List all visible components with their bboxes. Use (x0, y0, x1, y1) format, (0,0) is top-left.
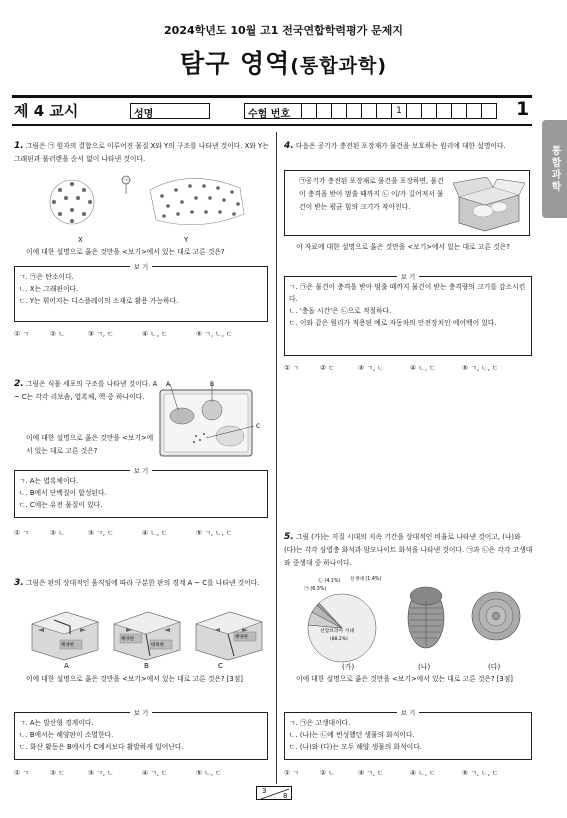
page-total: 8 (283, 792, 288, 800)
q3-options-box (14, 709, 268, 760)
q2-option: ㄷ. C에는 유전 물질이 있다. (19, 501, 103, 509)
q2-option: ㄴ. B에서 단백질이 합성된다. (19, 489, 107, 497)
header-rule-top (12, 95, 532, 98)
q4-number: 4. (284, 141, 294, 151)
fullerene-molecule (50, 180, 94, 224)
q1-number: 1. (14, 141, 24, 151)
q5-choice[interactable]: ① ㄱ (284, 769, 299, 777)
q1-choice[interactable]: ③ ㄱ, ㄷ (88, 330, 114, 338)
q2-box-title: 보 기 (130, 467, 153, 475)
page-current: 3 (262, 787, 267, 795)
q1-stem (14, 140, 270, 166)
q2-prompt: 이에 대한 설명으로 옳은 것만을 <보기>에서 있는 대로 고른 것은? (26, 434, 154, 455)
q3-text: 그림은 판의 상대적인 움직임에 따라 구분한 판의 경계 A ~ C를 나타낸 것이다. (25, 579, 260, 587)
q2-choices (14, 527, 270, 537)
q2-text: 그림은 식물 세포의 구조를 나타낸 것이다. A ~ C는 각각 리보솜, 엽록체, 핵 중 하나이다. (14, 380, 158, 401)
ammonite-fossil (472, 592, 520, 640)
boundary-a-block (32, 612, 98, 660)
q4-box-title: 보 기 (397, 273, 420, 281)
pie-label-cenozoic: 신생대 (1.4%) (350, 577, 382, 582)
q3-choice[interactable]: ③ ㄱ, ㄴ (88, 769, 114, 777)
q3-block-label: 해양판 (121, 637, 135, 642)
q3-choices (14, 767, 270, 777)
name-label: 성명 (134, 109, 154, 120)
subject-side-tab: 통합과학 (542, 120, 567, 218)
q3-option: ㄴ. B에서는 해양판이 소멸한다. (19, 731, 114, 739)
q3-choice[interactable]: ② ㄷ (50, 769, 65, 777)
exam-number-digit: 1 (392, 103, 407, 119)
q5-stem (284, 531, 534, 570)
q2-choice[interactable]: ② ㄴ (50, 529, 65, 537)
q1-label-y: Y (184, 236, 189, 244)
q5-option: ㄱ. ㉠은 고생대이다. (289, 719, 351, 727)
q5-choice[interactable]: ④ ㄴ, ㄷ (410, 769, 436, 777)
q5-choices (284, 767, 532, 777)
q2-option: ㄱ. A는 엽록체이다. (19, 477, 79, 485)
q3-choice[interactable]: ① ㄱ (14, 769, 29, 777)
q2-choice[interactable]: ① ㄱ (14, 529, 29, 537)
q3-label-c: C (218, 662, 223, 670)
boundary-b-block (114, 612, 180, 660)
q2-choice[interactable]: ③ ㄱ, ㄷ (88, 529, 114, 537)
q3-label-b: B (144, 662, 149, 670)
name-field[interactable] (130, 103, 210, 119)
page-number: 1 (516, 98, 530, 120)
q3-plate-boundary-figure (30, 606, 266, 662)
q1-options-box (14, 263, 268, 322)
period-label: 제 4 교시 (14, 102, 79, 120)
q3-block-label: 해양판 (61, 643, 75, 648)
q5-choice[interactable]: ② ㄴ (320, 769, 335, 777)
subject-main: 탐구 영역 (179, 49, 291, 78)
q1-option: ㄴ. X는 그래핀이다. (19, 285, 79, 293)
exam-number-cell[interactable] (362, 103, 377, 119)
q2-label-c: C (256, 423, 261, 430)
q5-option: ㄷ. (나)와 (다)는 모두 해양 생물의 화석이다. (289, 743, 422, 751)
exam-number-cell[interactable] (347, 103, 362, 119)
q1-label-x: X (78, 236, 83, 244)
page-indicator (256, 786, 292, 800)
q5-choice[interactable]: ③ ㄱ, ㄷ (358, 769, 384, 777)
q2-stem (14, 378, 162, 404)
q4-option: ㄴ. '충돌 시간'은 ㉡으로 적절하다. (289, 307, 392, 315)
q4-option: ㄱ. ㉠은 물건이 충격을 받아 멈출 때까지 물건이 받는 충격량의 크기를 감소시킨다. (289, 283, 526, 303)
q4-stem (284, 140, 534, 153)
q3-option: ㄱ. A는 발산형 경계이다. (19, 719, 94, 727)
q5-options-box (284, 709, 532, 760)
q2-choice[interactable]: ④ ㄴ, ㄷ (142, 529, 168, 537)
q5-label-da: (다) (488, 663, 501, 671)
q3-stem (14, 577, 270, 590)
exam-number-cell[interactable] (317, 103, 332, 119)
q1-option: ㄷ. Y는 휘어지는 디스플레이의 소재로 활용 가능하다. (19, 297, 179, 305)
q1-structure-figure (30, 170, 260, 238)
q4-text: 다음은 공기가 충전된 포장재가 물건을 보호하는 원리에 대한 설명이다. (295, 142, 506, 150)
pie-label-b: ㉡ (4.1%) (318, 579, 341, 584)
q5-text: 그림 (가)는 지질 시대의 지속 기간을 상대적인 비율로 나타낸 것이고, (나)와 (다)는 각각 삼엽충 화석과 암모나이트 화석을 나타낸 것이다. ㉠과 ㉡은 각각 고생대와 중생대 중 하나이다. (284, 533, 533, 567)
q4-inner-text: ㉠공기가 충전된 포장재로 물건을 포장하면, 물건이 충격을 받아 멈출 때까지 ㉡ 이/가 길어져서 물건이 받는 평균 힘의 크기가 작아진다. (299, 177, 444, 211)
exam-number-cell[interactable] (437, 103, 452, 119)
q4-choice[interactable]: ③ ㄱ, ㄴ (358, 364, 384, 372)
exam-number-cell[interactable] (452, 103, 467, 119)
q1-marker: ㉠ (123, 178, 129, 184)
exam-title: 2024학년도 10월 고1 전국연합학력평가 문제지 (164, 24, 403, 37)
q3-box-title: 보 기 (130, 709, 153, 717)
q5-choice[interactable]: ⑤ ㄱ, ㄴ, ㄷ (462, 769, 499, 777)
q2-options-box (14, 467, 268, 518)
q1-text: 그림은 ㉠ 원자의 결합으로 이루어진 물질 X와 Y의 구조를 나타낸 것이다. X와 Y는 그래핀과 풀러렌을 순서 없이 나타낸 것이다. (14, 142, 269, 163)
q5-figure (296, 574, 536, 670)
q5-label-ga: (가) (342, 663, 355, 671)
exam-number-cell[interactable] (302, 103, 317, 119)
q3-choice[interactable]: ④ ㄱ, ㄷ (142, 769, 168, 777)
q3-block-label-2: 대륙판 (151, 643, 165, 648)
q4-choices (284, 362, 532, 372)
header-rule-bottom (12, 124, 532, 126)
nucleus-shape (202, 400, 222, 420)
q4-package-figure (453, 177, 525, 233)
q3-choice[interactable]: ⑤ ㄴ, ㄷ (196, 769, 222, 777)
q4-options-box (284, 273, 532, 356)
q4-option: ㄷ. 이와 같은 원리가 적용된 예로 자동차의 안전장치인 에어백이 있다. (289, 319, 497, 327)
q1-box-title: 보 기 (130, 263, 153, 271)
subject-title (0, 44, 567, 80)
q5-label-na: (나) (418, 663, 431, 671)
exam-number-cell[interactable] (332, 103, 347, 119)
q1-choices (14, 328, 270, 338)
q4-choice[interactable]: ⑤ ㄱ, ㄴ, ㄷ (462, 364, 499, 372)
pie-label-a: ㉠ (6.3%) (304, 587, 327, 592)
exam-number-label: 수험 번호 (248, 109, 291, 120)
q4-choice[interactable]: ② ㄷ (320, 364, 335, 372)
q1-prompt: 이에 대한 설명으로 옳은 것만을 <보기>에서 있는 대로 고른 것은? (26, 248, 225, 256)
trilobite-fossil (408, 587, 444, 648)
exam-number-cell[interactable] (377, 103, 392, 119)
exam-number-cells[interactable] (302, 103, 497, 119)
q4-choice[interactable]: ④ ㄴ, ㄷ (410, 364, 436, 372)
q4-choice[interactable]: ① ㄱ (284, 364, 299, 372)
graphene-sheet (150, 178, 244, 224)
q3-option: ㄷ. 화산 활동은 B에서가 C에서보다 활발하게 일어난다. (19, 743, 184, 751)
pie-center-pct: (88.2%) (330, 637, 348, 642)
subject-sub: (통합과학) (290, 55, 388, 77)
exam-number-label-box (244, 103, 302, 119)
q5-box-title: 보 기 (397, 709, 420, 717)
q5-number: 5. (284, 532, 294, 542)
exam-number-cell[interactable] (467, 103, 482, 119)
q5-option: ㄴ. (나)는 ㉡에 번성했던 생물의 화석이다. (289, 731, 415, 739)
q2-choice[interactable]: ⑤ ㄱ, ㄴ, ㄷ (196, 529, 233, 537)
column-divider (276, 132, 277, 784)
q1-choice[interactable]: ② ㄴ (50, 330, 65, 338)
q3-block-label: 해양판 (235, 635, 249, 640)
q1-choice[interactable]: ① ㄱ (14, 330, 29, 338)
q2-cell-figure (150, 380, 270, 462)
q5-prompt: 이에 대한 설명으로 옳은 것만을 <보기>에서 있는 대로 고른 것은? [3점] (296, 675, 513, 683)
exam-number-cell[interactable] (482, 103, 497, 119)
q3-prompt: 이에 대한 설명으로 옳은 것만을 <보기>에서 있는 대로 고른 것은? [3점] (26, 675, 243, 683)
q2-label-b: B (210, 381, 215, 388)
exam-number-cell[interactable] (407, 103, 422, 119)
q1-option: ㄱ. ㉠은 탄소이다. (19, 273, 74, 281)
geologic-time-pie-chart (308, 594, 376, 662)
q4-prompt: 이 자료에 대한 설명으로 옳은 것만을 <보기>에서 있는 대로 고른 것은? (296, 243, 510, 251)
q3-number: 3. (14, 578, 24, 588)
q1-choice[interactable]: ⑤ ㄱ, ㄴ, ㄷ (196, 330, 233, 338)
q2-number: 2. (14, 379, 24, 389)
chloroplast-shape (170, 408, 194, 424)
q1-choice[interactable]: ④ ㄴ, ㄷ (142, 330, 168, 338)
q4-info-box (284, 170, 530, 236)
exam-number-cell[interactable] (422, 103, 437, 119)
boundary-c-block (196, 612, 262, 660)
q2-label-a: A (166, 381, 171, 388)
q3-label-a: A (64, 662, 69, 670)
pie-center-label: 선캄브리아 시대 (320, 629, 354, 634)
